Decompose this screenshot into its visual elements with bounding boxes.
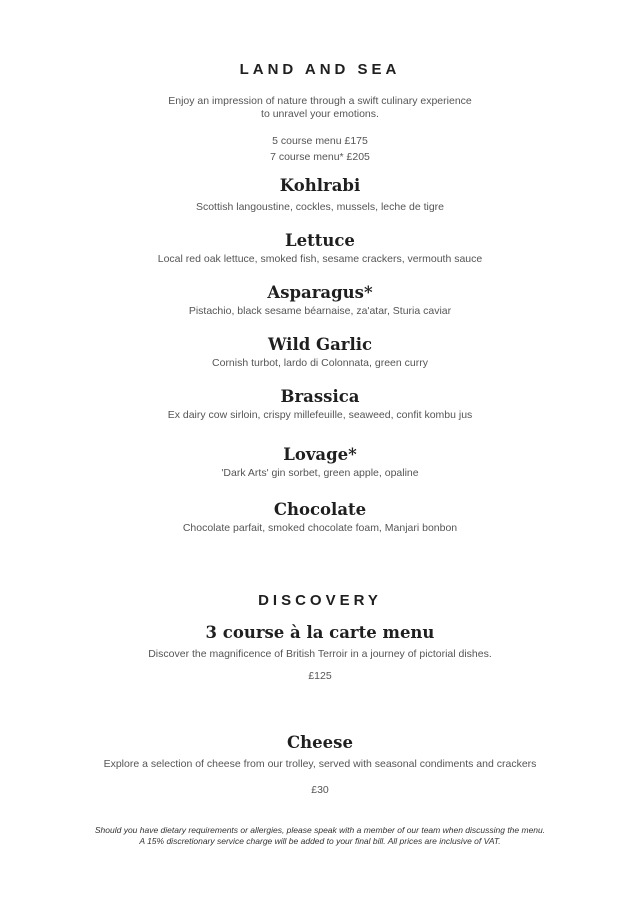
- dish-name-lettuce: Lettuce: [285, 231, 355, 250]
- land-and-sea-title: LAND AND SEA: [239, 61, 401, 78]
- footer-service-charge-note: A 15% discretionary service charge will be added to your final bill. All prices are inclusive of VAT.: [139, 836, 501, 846]
- cheese-name: Cheese: [287, 733, 353, 752]
- dish-description-wild-garlic: Cornish turbot, lardo di Colonnata, green curry: [212, 357, 428, 369]
- land-and-sea-intro-line1: Enjoy an impression of nature through a swift culinary experience: [168, 95, 472, 107]
- dish-name-lovage: Lovage*: [283, 445, 357, 464]
- dish-name-kohlrabi: Kohlrabi: [279, 176, 361, 195]
- five-course-price: 5 course menu £175: [272, 135, 368, 147]
- dish-name-wild-garlic: Wild Garlic: [267, 335, 373, 354]
- dish-description-brassica: Ex dairy cow sirloin, crispy millefeuille, seaweed, confit kombu jus: [167, 409, 473, 421]
- dish-name-chocolate: Chocolate: [273, 500, 367, 519]
- dish-description-lovage: 'Dark Arts' gin sorbet, green apple, opaline: [221, 467, 419, 479]
- cheese-price: £30: [311, 784, 329, 796]
- discovery-title: DISCOVERY: [258, 592, 382, 609]
- land-and-sea-intro-line2: to unravel your emotions.: [261, 108, 379, 120]
- dish-description-kohlrabi: Scottish langoustine, cockles, mussels, leche de tigre: [195, 201, 445, 213]
- discovery-menu-name: 3 course à la carte menu: [205, 623, 435, 642]
- dish-description-asparagus: Pistachio, black sesame béarnaise, za'atar, Sturia caviar: [188, 305, 452, 317]
- discovery-price: £125: [308, 670, 332, 682]
- dish-name-asparagus: Asparagus*: [267, 283, 373, 302]
- dish-description-chocolate: Chocolate parfait, smoked chocolate foam, Manjari bonbon: [182, 522, 458, 534]
- dish-name-brassica: Brassica: [280, 387, 360, 406]
- discovery-description: Discover the magnificence of British Terroir in a journey of pictorial dishes.: [148, 648, 492, 660]
- footer-allergy-note: Should you have dietary requirements or allergies, please speak with a member of our team when discussing the menu.: [94, 825, 546, 835]
- dish-description-lettuce: Local red oak lettuce, smoked fish, sesame crackers, vermouth sauce: [157, 253, 483, 265]
- seven-course-price: 7 course menu* £205: [270, 151, 370, 163]
- cheese-description: Explore a selection of cheese from our trolley, served with seasonal condiments and crackers: [103, 758, 537, 770]
